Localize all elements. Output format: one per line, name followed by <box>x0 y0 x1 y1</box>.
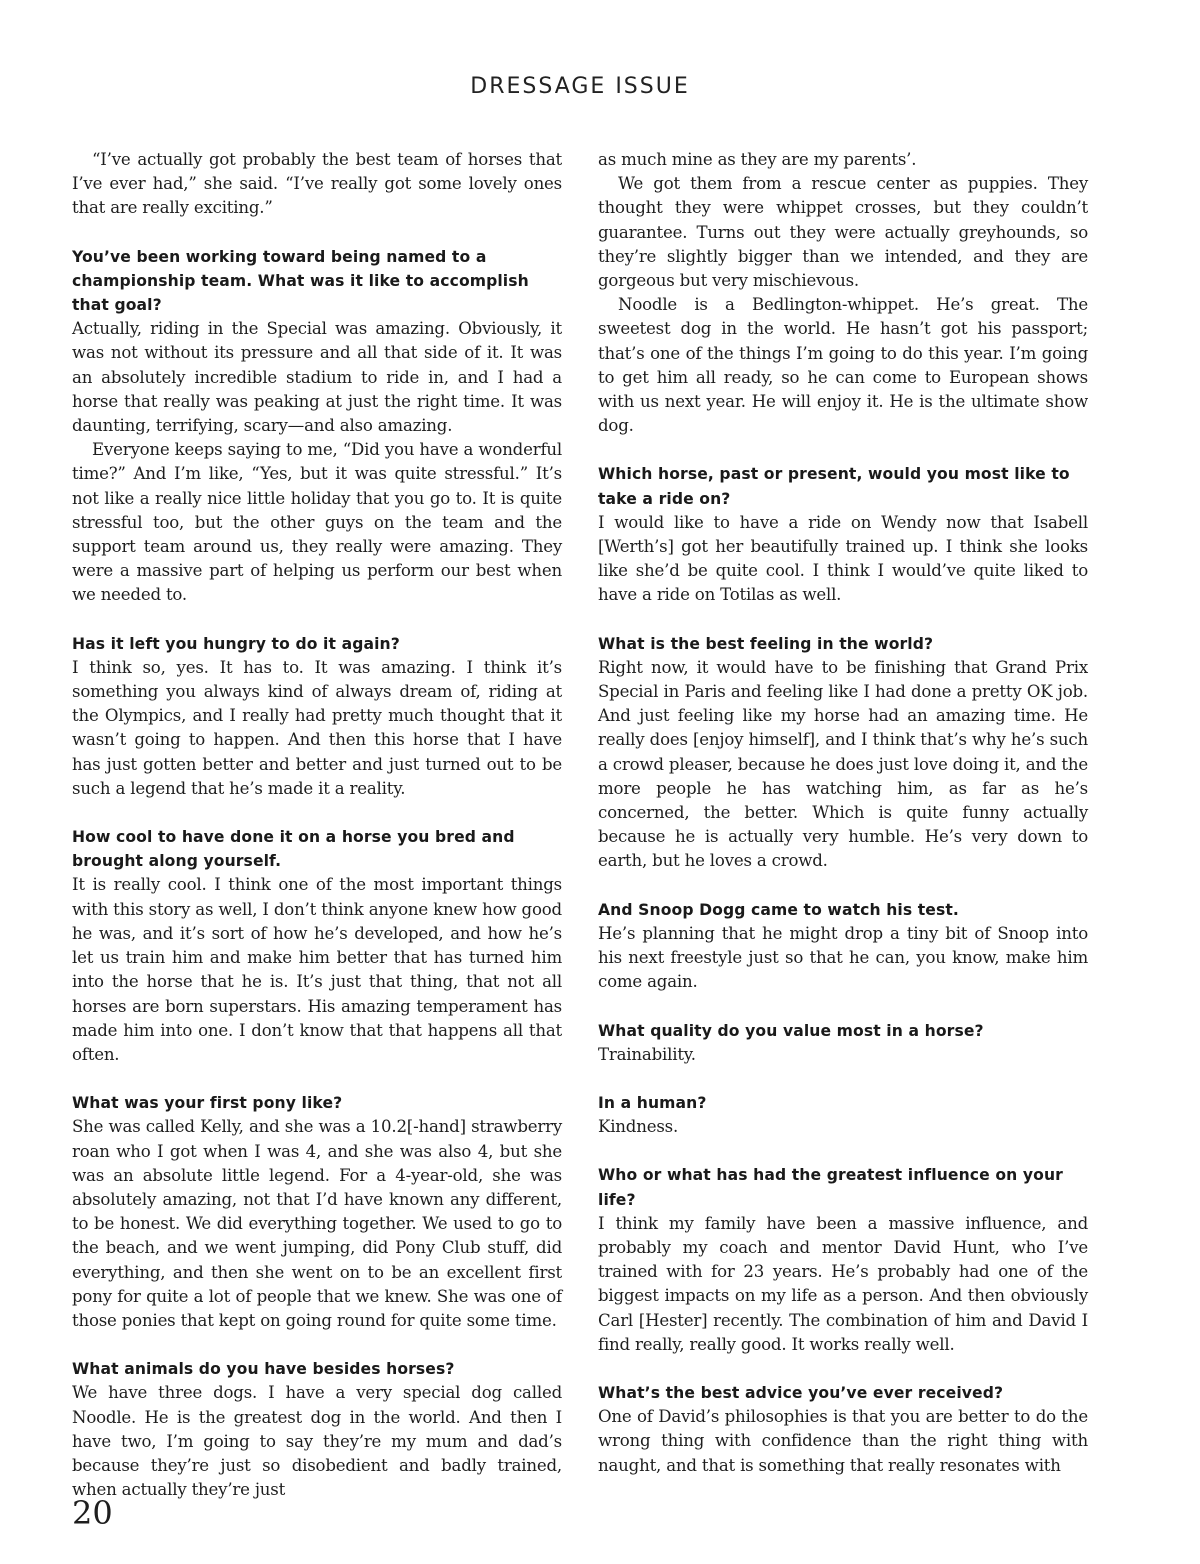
left-column-paragraph: She was called Kelly, and she was a 10.2[-hand] strawberry roan who I got when I was 4, and she was also 4, but she was an absolute little legend. For a 4-year-old, she was absolutely amazing, not that I’d have known any different, to be honest. We did everything together. We used to go to the beach, and we went jumping, did Pony Club stuff, did everything, and then she went on to be an excellent first pony for quite a lot of people that we knew. She was one of those ponies that kept on going round for quite some time. <box>72 1117 562 1330</box>
right-column-paragraph: I think my family have been a massive influence, and probably my coach and mentor David Hunt, who I’ve trained with for 23 years. He’s probably had one of the biggest impacts on my life as a person. And then obviously Carl [Hester] recently. The combination of him and David I find really, really good. It works really well. <box>598 1213 1088 1354</box>
right-column-paragraph: We got them from a rescue center as puppies. They thought they were whippet crosses, but they couldn’t guarantee. Turns out they were actually greyhounds, so they’re slightly bigger than we intended, and they are gorgeous but very mischievous. <box>598 174 1088 291</box>
left-column-paragraph: Actually, riding in the Special was amazing. Obviously, it was not without its pressure and all that side of it. It was an absolutely incredible stadium to ride in, and I had a horse that really was peaking at just the right time. It was daunting, terrifying, scary—and also amazing. <box>72 319 562 436</box>
right-column-question: What is the best feeling in the world? <box>598 634 934 653</box>
right-column-question: In a human? <box>598 1093 707 1112</box>
left-column-paragraph: Everyone keeps saying to me, “Did you have a wonderful time?” And I’m like, “Yes, but it was quite stressful.” It’s not like a really nice little holiday that you go to. It is quite stressful too, but the other guys on the team and the support team around us, they really were amazing. They were a massive part of helping us perform our best when we needed to. <box>72 440 562 605</box>
left-column-question: Has it left you hungry to do it again? <box>72 634 400 653</box>
right-column-paragraph: I would like to have a ride on Wendy now that Isabell [Werth’s] got her beautifully trained up. I think she looks like she’d be quite cool. I think I would’ve quite liked to have a ride on Totilas as well. <box>598 512 1088 605</box>
right-column-paragraph: One of David’s philosophies is that you are better to do the wrong thing with confidence than the right thing with naught, and that is something that really resonates with <box>598 1407 1088 1475</box>
right-column-paragraph: Trainability. <box>598 1044 696 1064</box>
right-column-paragraph: Right now, it would have to be finishing that Grand Prix Special in Paris and feeling like I had done a pretty OK job. And just feeling like my horse had an amazing time. He really does [enjoy himself], and I think that’s why he’s such a crowd pleaser, because he does just love doing it, and the more people he has watching him, as far as he’s concerned, the better. Which is quite funny actually because he is actually very humble. He’s very down to earth, but he loves a crowd. <box>598 657 1088 871</box>
right-column-question: What’s the best advice you’ve ever received? <box>598 1383 1004 1402</box>
right-column-question: Which horse, past or present, would you most like to take a ride on? <box>598 465 1070 508</box>
left-column-question: What animals do you have besides horses? <box>72 1360 455 1379</box>
right-column-paragraph: He’s planning that he might drop a tiny bit of Snoop into his next freestyle just so that he can, you know, make him come again. <box>598 923 1088 992</box>
right-column-question: What quality do you value most in a horse? <box>598 1021 984 1040</box>
right-column-question: And Snoop Dogg came to watch his test. <box>598 900 959 919</box>
left-column-paragraph: We have three dogs. I have a very special dog called Noodle. He is the greatest dog in the world. And then I have two, I’m going to say they’re my mum and dad’s because they’re just so disobedient and badly trained, when actually they’re just <box>72 1383 562 1500</box>
right-column-question: Who or what has had the greatest influence on your life? <box>598 1166 1063 1209</box>
left-column-question: How cool to have done it on a horse you bred and brought along yourself. <box>72 828 515 871</box>
left-column-paragraph: I think so, yes. It has to. It was amazing. I think it’s something you always kind of always dream of, riding at the Olympics, and I really had pretty much thought that it wasn’t going to happen. And then this horse that I have has just gotten better and better and just turned out to be such a legend that he’s made it a reality. <box>72 657 562 798</box>
page-number: 20 <box>72 1494 113 1532</box>
section-header: DRESSAGE ISSUE <box>470 74 690 99</box>
right-column-paragraph: Noodle is a Bedlington-whippet. He’s great. The sweetest dog in the world. He hasn’t got his passport; that’s one of the things I’m going to do this year. I’m going to get him all ready, so he can come to European shows with us next year. He will enjoy it. He is the ultimate show dog. <box>598 295 1088 436</box>
left-column-paragraph: “I’ve actually got probably the best team of horses that I’ve ever had,” she said. “I’ve really got some lovely ones that are really exciting.” <box>72 150 562 218</box>
left-column-paragraph: It is really cool. I think one of the most important things with this story as well, I don’t think anyone knew how good he was, and it’s sort of how he’s developed, and how he’s let us train him and make him better that has turned him into the horse that he is. It’s just that thing, that not all horses are born superstars. His amazing temperament has made him into one. I don’t know that that happens all that often. <box>72 875 562 1064</box>
left-column <box>72 148 562 1502</box>
right-column-paragraph: as much mine as they are my parents’. <box>598 150 917 169</box>
right-column <box>598 148 1088 1478</box>
left-column-question: What was your first pony like? <box>72 1094 343 1113</box>
right-column-paragraph: Kindness. <box>598 1117 679 1137</box>
left-column-question: You’ve been working toward being named to a championship team. What was it like to accomplish that goal? <box>72 247 529 315</box>
